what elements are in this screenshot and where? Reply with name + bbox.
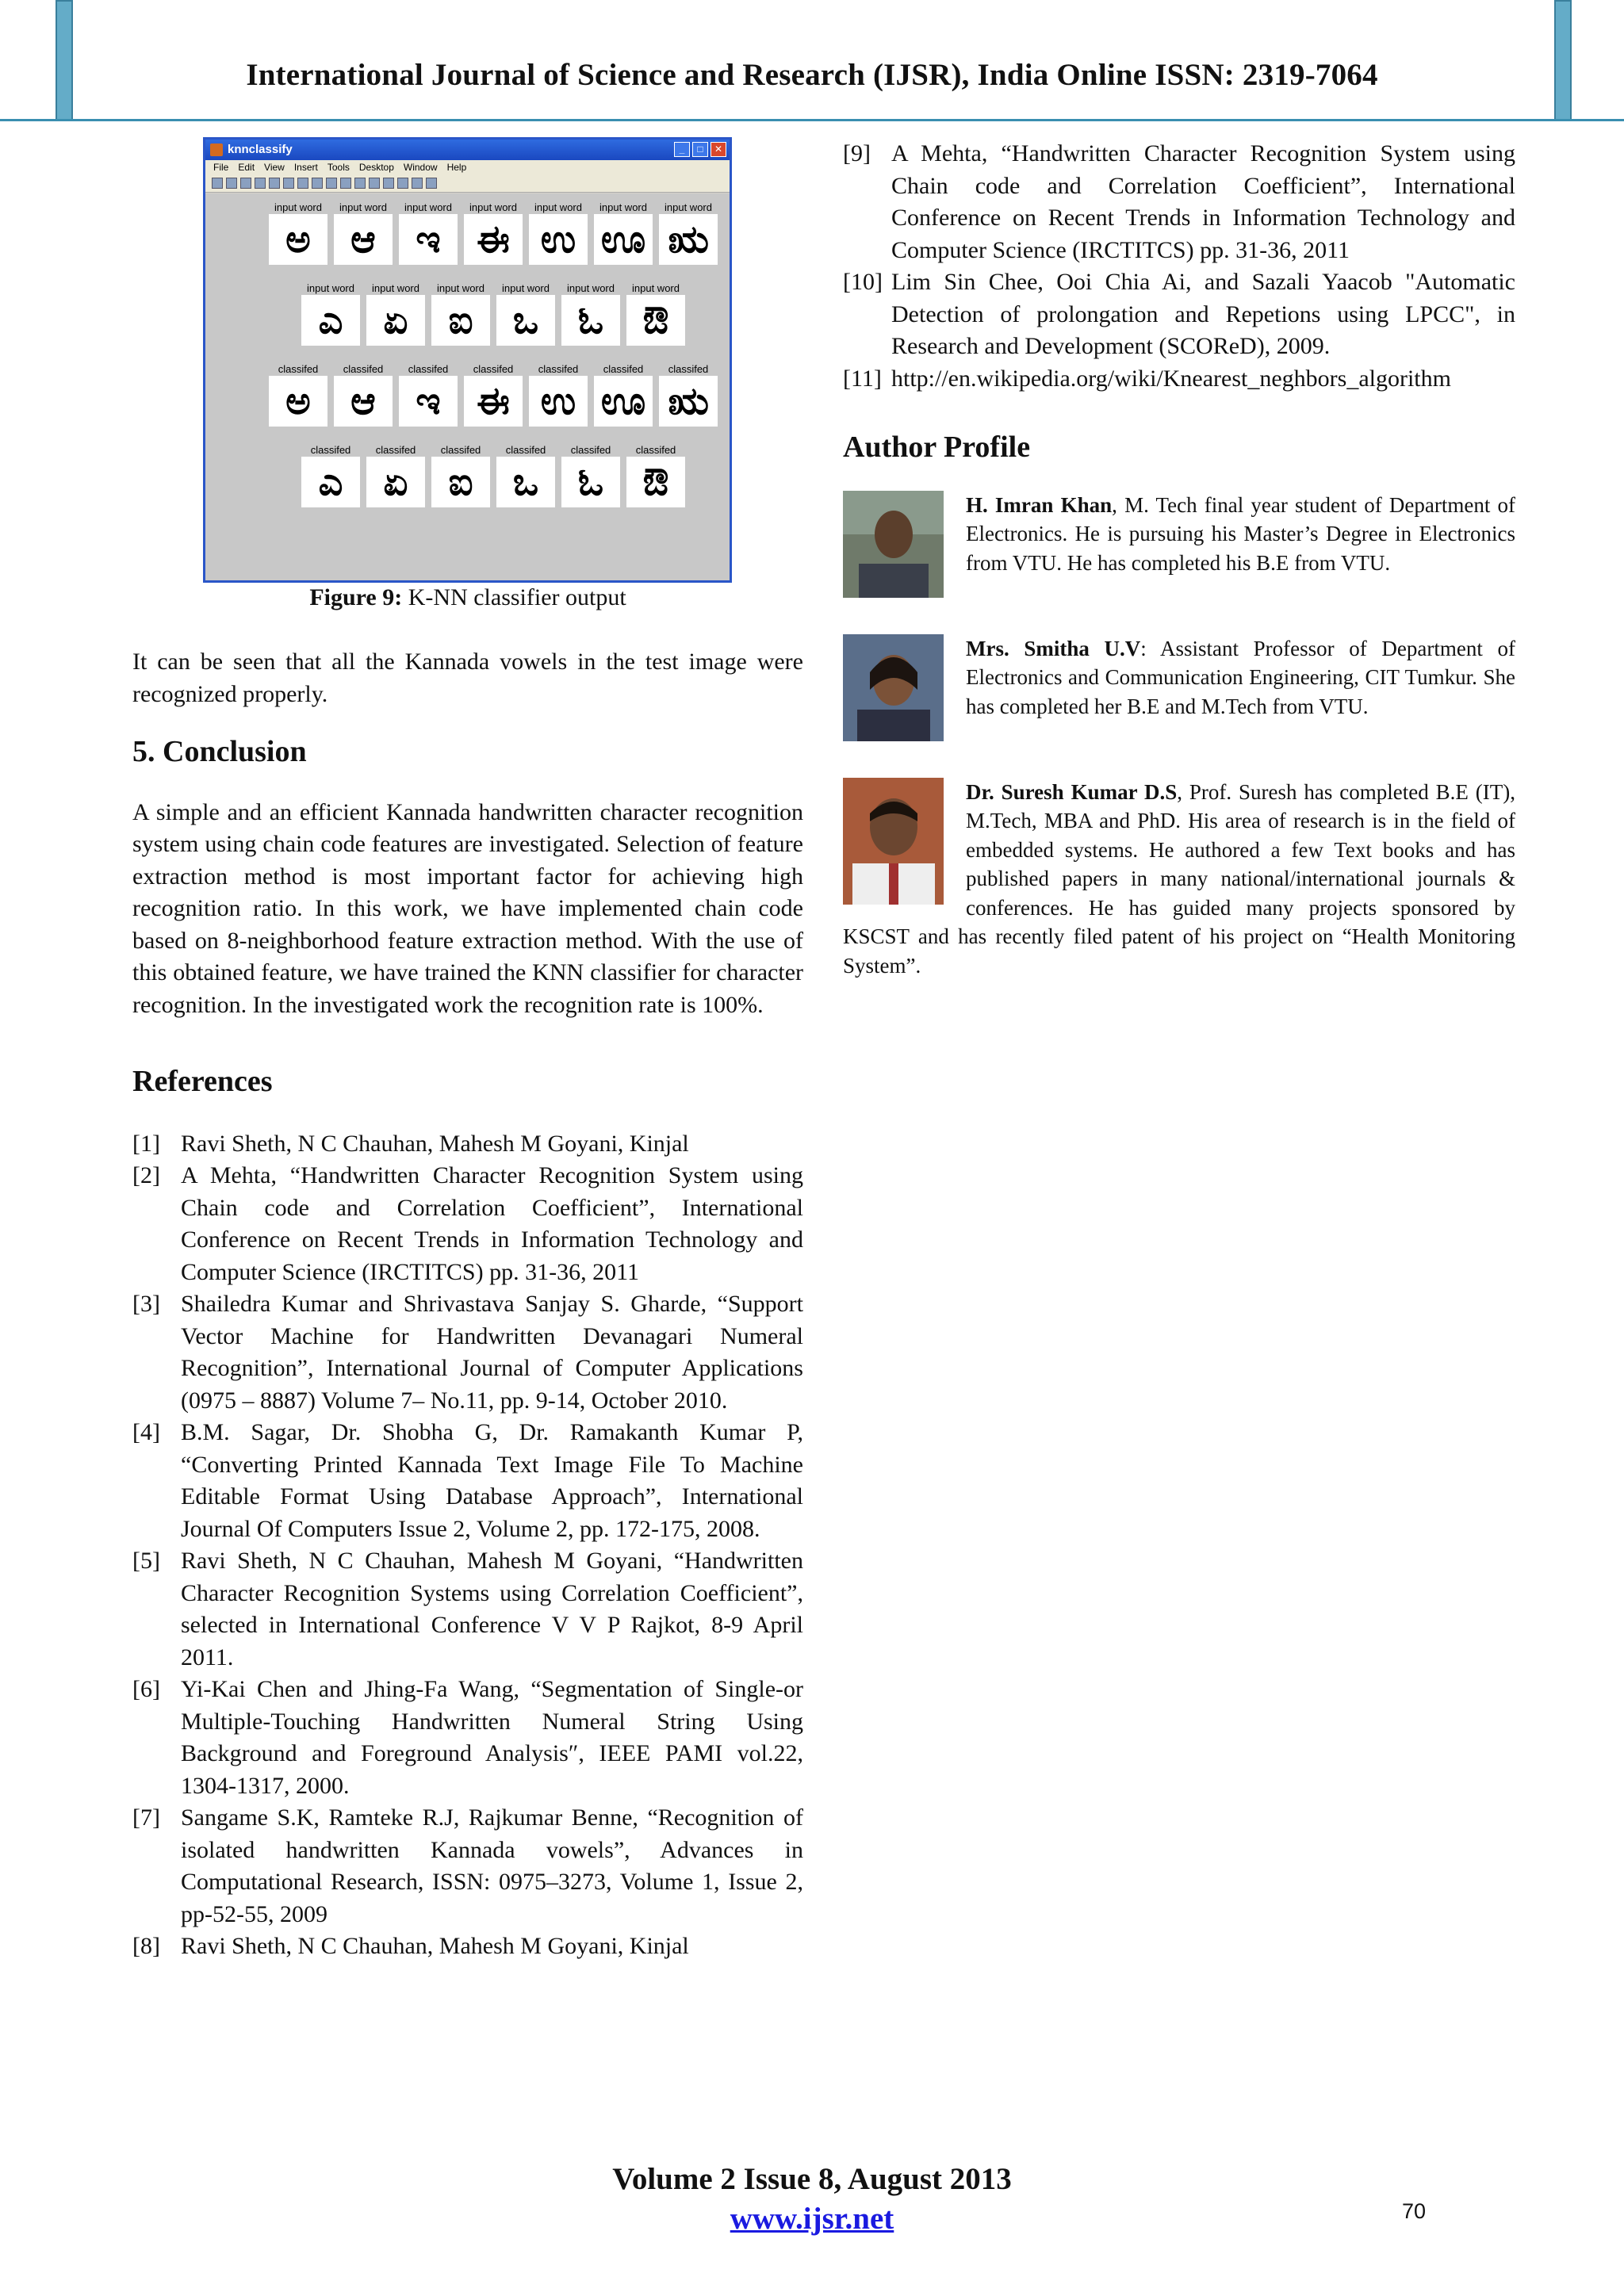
cell: classifed ಆ — [334, 363, 393, 427]
row-input-1 — [269, 201, 718, 265]
reference-number: [6] — [132, 1676, 160, 1702]
row-classified-2 — [301, 444, 685, 507]
classified-glyph: ಅ — [269, 376, 327, 427]
input-glyph: ಏ — [366, 295, 425, 346]
classified-glyph: ಔ — [626, 457, 685, 507]
brush-icon[interactable] — [354, 178, 366, 189]
reference-number: [5] — [132, 1548, 160, 1574]
classified-glyph: ಏ — [366, 457, 425, 507]
author-bio: , Prof. Suresh has completed B.E (IT), M.Tech, MBA and PhD. His area of research is in the field of embedded systems. He authored a few Text books and has published papers in many national/international journals & conferences. He has guided many projects sponsored by KSCST and has recently filed patent of his project on “Health Monitoring System”. — [843, 779, 1515, 978]
menu-edit[interactable]: Edit — [238, 162, 255, 173]
colorbar-icon[interactable] — [383, 178, 394, 189]
cell: input word ಔ — [626, 282, 685, 346]
reference-item — [843, 266, 1515, 363]
reference-text: Ravi Sheth, N C Chauhan, Mahesh M Goyani, “Handwritten Character Recognition Systems using Correlation Coefficient”, selected in International Conference V V P Rajkot, 8-9 April 2011. — [181, 1548, 803, 1670]
input-glyph: ಐ — [431, 295, 490, 346]
reference-item — [132, 1931, 803, 1963]
author-photo — [843, 491, 944, 598]
window-menubar — [205, 160, 730, 174]
reference-item — [132, 1128, 803, 1161]
cell: classifed ಓ — [561, 444, 620, 507]
footer-volume: Volume 2 Issue 8, August 2013 — [612, 2162, 1012, 2196]
reference-number: [8] — [132, 1933, 160, 1959]
menu-view[interactable]: View — [264, 162, 285, 173]
cell: classifed ಋ — [659, 363, 718, 427]
input-glyph: ಔ — [626, 295, 685, 346]
author-photo — [843, 778, 944, 905]
footer-website-link[interactable]: www.ijsr.net — [730, 2202, 894, 2236]
figure-caption — [132, 584, 803, 611]
reference-link[interactable]: http://en.wikipedia.org/wiki/Knearest_neghbors_algorithm — [891, 365, 1451, 392]
close-icon[interactable]: ✕ — [710, 142, 726, 157]
cell: input word ಒ — [496, 282, 555, 346]
reference-item — [132, 1288, 803, 1417]
input-glyph: ಇ — [399, 214, 458, 265]
reference-number: [4] — [132, 1419, 160, 1445]
show-plot-tools-icon[interactable] — [426, 178, 437, 189]
reference-text: Lim Sin Chee, Ooi Chia Ai, and Sazali Yaacob "Automatic Detection of prolongation and Repetions using LPCC", in Research and Development (SCOReD), 2009. — [891, 269, 1515, 359]
reference-item — [132, 1417, 803, 1545]
classified-glyph: ಐ — [431, 457, 490, 507]
reference-number: [1] — [132, 1130, 160, 1157]
classified-glyph: ಎ — [301, 457, 360, 507]
conclusion-heading: 5. Conclusion — [132, 735, 307, 768]
cell: input word ಎ — [301, 282, 360, 346]
cell: input word ಓ — [561, 282, 620, 346]
pointer-icon[interactable] — [269, 178, 280, 189]
menu-tools[interactable]: Tools — [327, 162, 350, 173]
figure-caption-label: Figure 9: — [309, 584, 403, 610]
reference-item — [132, 1545, 803, 1674]
journal-header — [0, 0, 1624, 121]
author-profile — [843, 634, 1515, 746]
reference-text: A Mehta, “Handwritten Character Recognition System using Chain code and Correlation Coefficient”, International Conference on Recent Trends in Information Technology and Computer Science (IRCTITCS) pp. 31-36, 2011 — [891, 140, 1515, 263]
classified-glyph: ಊ — [594, 376, 653, 427]
cell: classifed ಏ — [366, 444, 425, 507]
author-photo — [843, 634, 944, 741]
legend-icon[interactable] — [397, 178, 408, 189]
reference-number: [2] — [132, 1162, 160, 1188]
row-classified-1 — [269, 363, 718, 427]
minimize-icon[interactable]: _ — [674, 142, 690, 157]
input-glyph: ಈ — [464, 214, 523, 265]
reference-number: [7] — [132, 1804, 160, 1831]
reference-item — [132, 1674, 803, 1802]
input-glyph: ಉ — [529, 214, 588, 265]
cell: input word ಏ — [366, 282, 425, 346]
figure-canvas — [205, 193, 730, 580]
cell: classifed ಈ — [464, 363, 523, 427]
classified-glyph: ಉ — [529, 376, 588, 427]
input-glyph: ಋ — [659, 214, 718, 265]
right-column — [843, 138, 1515, 980]
reference-text: Yi-Kai Chen and Jhing-Fa Wang, “Segmentation of Single-or Multiple-Touching Handwritten Numeral String Using Background and Foreground Analysis″, IEEE PAMI vol.22, 1304-1317, 2000. — [181, 1676, 803, 1799]
cell: input word ಐ — [431, 282, 490, 346]
conclusion-paragraph: A simple and an efficient Kannada handwritten character recognition system using chain code features are investigated. Selection of feature extraction method is most important factor for achieving high recognition ratio. In this work, we have implemented chain code based on 8-neighborhood feature extraction method. With the use of this obtained feature, we have trained the KNN classifier for character recognition. In the investigated work the recognition rate is 100%. — [132, 798, 803, 1018]
reference-number: [11] — [843, 365, 882, 392]
window-toolbar — [205, 174, 730, 193]
author-profile — [843, 491, 1515, 603]
cell: classifed ಊ — [594, 363, 653, 427]
menu-window[interactable]: Window — [403, 162, 438, 173]
author-profile — [843, 778, 1515, 981]
classified-glyph: ಇ — [399, 376, 458, 427]
save-icon[interactable] — [240, 178, 251, 189]
window-title: knnclassify — [228, 143, 293, 156]
reference-text: A Mehta, “Handwritten Character Recognition System using Chain code and Correlation Coefficient”, International Conference on Recent Trends in Information Technology and Computer Science (IRCTITCS) pp. 31-36, 2011 — [181, 1162, 803, 1285]
reference-text: Ravi Sheth, N C Chauhan, Mahesh M Goyani, Kinjal — [181, 1130, 689, 1157]
cell: input word ಈ — [464, 201, 523, 265]
classified-glyph: ಈ — [464, 376, 523, 427]
maximize-icon[interactable]: □ — [692, 142, 708, 157]
references-list — [132, 1128, 803, 1963]
cell: input word ಋ — [659, 201, 718, 265]
cell: input word ಆ — [334, 201, 393, 265]
menu-insert[interactable]: Insert — [293, 162, 318, 173]
author-profile-heading: Author Profile — [843, 430, 1031, 464]
cell: classifed ಇ — [399, 363, 458, 427]
reference-number: [9] — [843, 140, 871, 166]
open-file-icon[interactable] — [226, 178, 237, 189]
input-glyph: ಎ — [301, 295, 360, 346]
knn-figure-window — [203, 137, 732, 583]
reference-number: [10] — [843, 269, 883, 295]
menu-file[interactable]: File — [213, 162, 229, 173]
input-glyph: ಊ — [594, 214, 653, 265]
author-name: Dr. Suresh Kumar D.S — [966, 779, 1178, 804]
figure-caption-text: K-NN classifier output — [402, 584, 626, 610]
print-icon[interactable] — [255, 178, 266, 189]
reference-item — [843, 138, 1515, 266]
reference-text: Sangame S.K, Ramteke R.J, Rajkumar Benne, “Recognition of isolated handwritten Kannada vowels”, Advances in Computational Research, ISSN: 0975–3273, Volume 1, Issue 2, pp-52-55, 2009 — [181, 1804, 803, 1927]
input-glyph: ಓ — [561, 295, 620, 346]
header-rule — [0, 119, 1624, 121]
cell: input word ಊ — [594, 201, 653, 265]
reference-number: [3] — [132, 1291, 160, 1317]
zoom-in-icon[interactable] — [283, 178, 294, 189]
cell: classifed ಒ — [496, 444, 555, 507]
cell: input word ಉ — [529, 201, 588, 265]
reference-text: Shailedra Kumar and Shrivastava Sanjay S. Gharde, “Support Vector Machine for Handwritten Devanagari Numeral Recognition”, International Journal of Computer Applications (0975 – 8887) Volume 7– No.11, pp. 9-14, October 2010. — [181, 1291, 803, 1414]
left-column — [132, 646, 803, 1963]
references-heading: References — [132, 1065, 273, 1098]
window-titlebar — [205, 140, 730, 160]
classified-glyph: ಆ — [334, 376, 393, 427]
hide-plot-tools-icon[interactable] — [412, 178, 423, 189]
matlab-icon — [210, 144, 223, 156]
author-name: H. Imran Khan — [966, 492, 1113, 517]
reference-item — [132, 1160, 803, 1288]
classified-glyph: ಓ — [561, 457, 620, 507]
author-bio: : Assistant Professor of Department of Electronics and Communication Engineering, CIT Tumkur. She has completed her B.E and M.Tech from VTU. — [966, 636, 1515, 718]
cell: classifed ಐ — [431, 444, 490, 507]
journal-title: International Journal of Science and Research (IJSR), India Online ISSN: 2319-7064 — [246, 58, 1378, 92]
page-number: 70 — [1402, 2199, 1427, 2223]
link-icon[interactable] — [369, 178, 380, 189]
classified-glyph: ಒ — [496, 457, 555, 507]
author-bio: , M. Tech final year student of Department of Electronics. He is pursuing his Master’s Degree in Electronics from VTU. He has completed his B.E from VTU. — [966, 492, 1515, 575]
result-paragraph: It can be seen that all the Kannada vowels in the test image were recognized properly. — [132, 649, 803, 707]
cell: input word ಇ — [399, 201, 458, 265]
cell: classifed ಔ — [626, 444, 685, 507]
reference-text: B.M. Sagar, Dr. Shobha G, Dr. Ramakanth Kumar P, “Converting Printed Kannada Text Image File To Machine Editable Format Using Database Approach”, International Journal Of Computers Issue 2, Volume 2, pp. 172-175, 2008. — [181, 1419, 803, 1542]
input-glyph: ಅ — [269, 214, 327, 265]
author-name: Mrs. Smitha U.V — [966, 636, 1141, 660]
rotate-icon[interactable] — [326, 178, 337, 189]
cell: input word ಅ — [269, 201, 327, 265]
zoom-out-icon[interactable] — [297, 178, 308, 189]
menu-desktop[interactable]: Desktop — [358, 162, 394, 173]
cell: classifed ಉ — [529, 363, 588, 427]
references-list-continued — [843, 138, 1515, 395]
new-file-icon[interactable] — [212, 178, 223, 189]
classified-glyph: ಋ — [659, 376, 718, 427]
input-glyph: ಆ — [334, 214, 393, 265]
cell: classifed ಅ — [269, 363, 327, 427]
input-glyph: ಒ — [496, 295, 555, 346]
row-input-2 — [301, 282, 685, 346]
data-cursor-icon[interactable] — [340, 178, 351, 189]
reference-item — [843, 363, 1515, 396]
reference-item — [132, 1802, 803, 1931]
pan-icon[interactable] — [312, 178, 323, 189]
cell: classifed ಎ — [301, 444, 360, 507]
reference-text: Ravi Sheth, N C Chauhan, Mahesh M Goyani, Kinjal — [181, 1933, 689, 1959]
menu-help[interactable]: Help — [446, 162, 467, 173]
